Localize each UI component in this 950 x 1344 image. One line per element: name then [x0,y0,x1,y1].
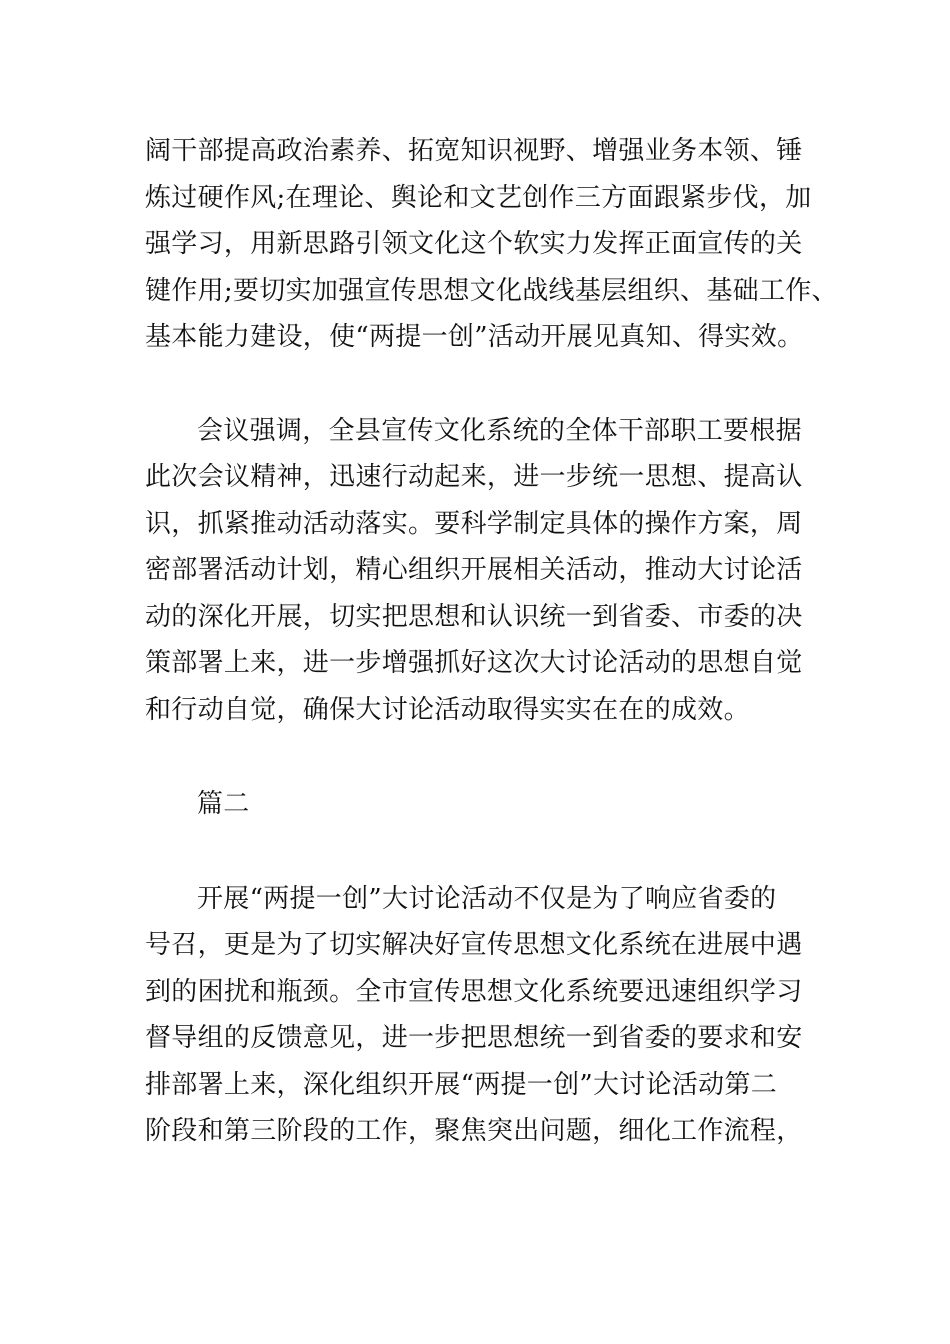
paragraph-gap [145,361,825,408]
text-line: 号召，更是为了切实解决好宣传思想文化系统在进展中遇 [145,930,803,960]
section-heading [145,781,825,828]
text-line: 策部署上来，进一步增强抓好这次大讨论活动的思想自觉 [145,648,803,678]
text-line: 排部署上来，深化组织开展“两提一创”大讨论活动第二 [145,1069,778,1100]
text-line: 基本能力建设，使“两提一创”活动开展见真知、得实效。 [145,322,804,352]
text-line: 此次会议精神，迅速行动起来，进一步统一思想、提高认 [145,462,803,492]
text-line: 动的深化开展，切实把思想和认识统一到省委、市委的决 [145,601,803,632]
section-title: 篇二 [197,789,250,819]
text-line: 炼过硬作风;在理论、舆论和文艺创作三方面跟紧步伐，加 [145,182,812,213]
paragraph-gap [145,828,825,876]
paragraph-continuation [145,128,838,361]
text-line: 强学习，用新思路引领文化这个软实力发挥正面宣传的关 [145,229,803,259]
paragraph-part-two [145,876,825,1155]
text-line: 阔干部提高政治素养、拓宽知识视野、增强业务本领、锤 [145,136,803,166]
text-line: 和行动自觉，确保大讨论活动取得实实在在的成效。 [145,694,750,725]
text-line: 密部署活动计划，精心组织开展相关活动，推动大讨论活 [145,555,803,585]
document-page [145,128,838,1155]
text-line: 识，抓紧推动活动落实。要科学制定具体的操作方案，周 [145,508,803,539]
text-line: 督导组的反馈意见，进一步把思想统一到省委的要求和安 [145,1023,803,1053]
paragraph-meeting-emphasis [145,408,825,734]
text-line: 阶段和第三阶段的工作，聚焦突出问题，细化工作流程， [145,1116,803,1146]
text-line: 键作用;要切实加强宣传思想文化战线基层组织、基础工作、 [145,275,838,306]
text-line: 开展“两提一创”大讨论活动不仅是为了响应省委的 [197,883,777,914]
text-line: 会议强调，全县宣传文化系统的全体干部职工要根据 [197,415,802,446]
text-line: 到的困扰和瓶颈。全市宣传思想文化系统要迅速组织学习 [145,976,803,1007]
paragraph-gap [145,733,825,781]
